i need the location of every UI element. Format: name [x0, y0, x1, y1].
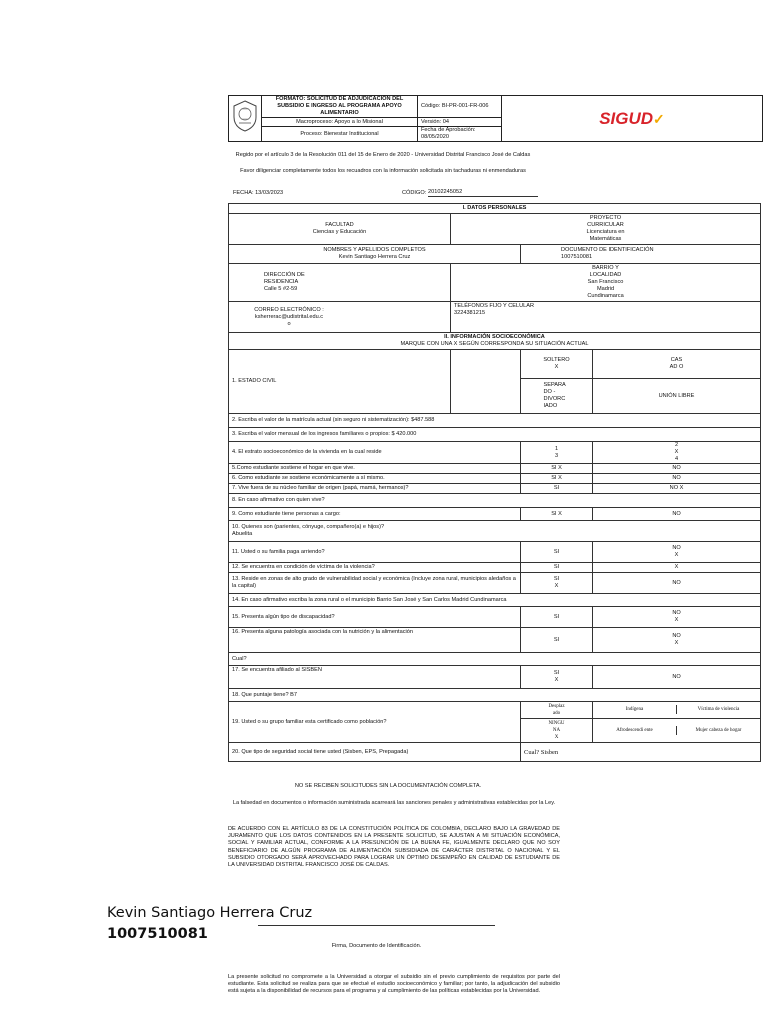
option-casado[interactable]: [593, 350, 761, 379]
code-field-value: 20102245052: [428, 189, 538, 197]
option-soltero[interactable]: [521, 350, 593, 379]
casado-label: CAS AD O: [669, 357, 684, 370]
faculty-cell: [229, 214, 451, 245]
q16-no[interactable]: NO X: [593, 628, 761, 653]
sigud-logo-cell: [502, 96, 763, 142]
q12-label: 12. Se encuentra en condición de víctima de la violencia?: [229, 563, 521, 573]
q19-indigena[interactable]: Indígena: [593, 705, 677, 714]
q16-label: 16. Presenta alguna patología asociada con la nutrición y la alimentación: [229, 628, 521, 653]
version-label: Versión: 04: [418, 118, 502, 127]
q5-label: 5.Como estudiante sostiene el hogar en que vive.: [229, 464, 521, 474]
estrato-1: 1: [554, 445, 559, 452]
option-union-libre[interactable]: [593, 379, 761, 414]
estrato-mark: X: [674, 449, 679, 455]
q10-answer: Abuelita: [232, 531, 253, 537]
q12-si[interactable]: SI: [521, 563, 593, 573]
code-label: Código: BI-PR-001-FR-006: [418, 96, 502, 118]
estrato-right-cell[interactable]: [593, 442, 761, 464]
neighborhood-value-3: Cundinamarca: [587, 293, 624, 299]
signature-document: 1007510081: [107, 926, 208, 942]
email-value: ksherrerac@udistrital.edu.co: [254, 313, 324, 327]
q7-si[interactable]: SI: [521, 484, 593, 494]
q19-victima[interactable]: Víctima de violencia: [697, 707, 740, 713]
q10-cell: [229, 521, 761, 542]
q5-no[interactable]: NO: [593, 464, 761, 474]
q13-no[interactable]: NO: [593, 573, 761, 594]
document-label: DOCUMENTO DE IDENTIFICACIÓN: [561, 247, 654, 253]
signature-line: [258, 925, 495, 926]
form-header: [228, 95, 763, 142]
q10-label: 10. Quienes son (parientes, cónyuge, compañero(a) e hijos)?: [232, 524, 385, 530]
q14-label: 14. En caso afirmativo escriba la zona rural o el municipio Barrio San José y San Carlos Madrid Cundinamarca: [229, 594, 761, 607]
disclaimer-text: La presente solicitud no compromete a la Universidad a otorgar el subsidio sin el previo cumplimiento de requisitos por parte del estudiante. Esta solicitud se realiza para que se efectué el estudio socioeconómico y familiar; por tanto, la adjudicación del subsidio está sujeta a la disponibilidad de recursos para el programa y al cumplimiento de las políticas establecidas por la Universidad.: [228, 974, 560, 995]
q11-label: 11. Usted o su familia paga arriendo?: [229, 542, 521, 563]
no-reciben-text: NO SE RECIBEN SOLICITUDES SIN LA DOCUMENTACIÓN COMPLETA.: [294, 783, 482, 789]
personal-data-title: I. DATOS PERSONALES: [229, 204, 761, 214]
q17-si[interactable]: SI X: [521, 666, 593, 689]
email-label: CORREO ELECTRÓNICO :: [254, 306, 324, 313]
address-cell: [229, 264, 451, 302]
q6-si[interactable]: SI X: [521, 474, 593, 484]
q19-desplazado-ninguna[interactable]: Desplaz ado: [521, 702, 593, 719]
application-form-table: [228, 203, 761, 762]
signature-name: Kevin Santiago Herrera Cruz: [107, 905, 313, 921]
checkmark-icon: ✓: [653, 110, 665, 127]
declaration-text: DE ACUERDO CON EL ARTÍCULO 83 DE LA CONSTITUCIÓN POLÍTICA DE COLOMBIA, DECLARO BAJO LA GRAVEDAD DE JURAMENTO QUE LOS DATOS CONTENIDOS EN LA PRESENTE SOLICITUD, SE AJUSTAN A MI SITUACIÓN ECONÓMICA, SOCIAL Y FAMILIAR ACTUAL, CONFORME A LA PRESUNCIÓN DE LA BUENA FE, IGUALMENTE DECLARO QUE NO SOY BENEFICIARIO DE ALGÚN PROGRAMA DE ALIMENTACIÓN SUBSIDIADA DE CARÁCTER DISTRITAL O NACIONAL Y EL SUBSIDIO OTORGADO SERÁ APROVECHADO PARA LOGRAR UN ÓPTIMO DESEMPEÑO EN CALIDAD DE ESTUDIANTE DE LA UNIVERSIDAD DISTRITAL FRANCISCO JOSÉ DE CALDAS.: [228, 826, 560, 869]
university-seal-icon: [230, 99, 260, 133]
q11-si[interactable]: SI: [521, 542, 593, 563]
falsedad-text: La falsedad en documentos o información suministrada acarreará las sanciones penales y administrativas establecidas por la Ley.: [232, 800, 556, 806]
socio-title-cell: [229, 333, 761, 350]
soltero-mark: X: [554, 364, 559, 370]
q13-si[interactable]: SI X: [521, 573, 593, 594]
date-field: FECHA: 13/03/2023: [233, 190, 284, 196]
soltero-label: SOLTERO: [543, 357, 570, 363]
q6-label: 6. Como estudiante se sostiene económicamente a sí mismo.: [229, 474, 521, 484]
q8-label: 8. En caso afirmativo con quien vive?: [229, 494, 761, 508]
signature-caption: Firma, Documento de Identificación.: [331, 943, 422, 949]
names-label: NOMBRES Y APELLIDOS COMPLETOS: [323, 247, 426, 253]
q13-label: 13. Reside en zonas de alto grado de vulnerabilidad social y económica (Incluye zona rural, municipios aledaños a la capital): [229, 573, 521, 594]
faculty-value: Ciencias y Educación: [312, 229, 367, 235]
macroproceso: Macroproceso: Apoyo a lo Misional: [262, 118, 418, 127]
q5-si[interactable]: SI X: [521, 464, 593, 474]
q20-label: 20. Que tipo de seguridad social tiene usted (Sisben, EPS, Prepagada): [229, 743, 521, 762]
estrato-2: 2: [674, 442, 679, 448]
instructions-text: Favor diligenciar completamente todos los recuadros con la información solicitada sin tachaduras ni enmendaduras: [240, 168, 526, 174]
q19-group-bottom: [593, 718, 761, 742]
neighborhood-value-2: Madrid: [596, 286, 615, 292]
q16-cual: Cual?: [229, 653, 761, 666]
q1-label: 1. ESTADO CIVIL: [229, 350, 451, 414]
sigud-logo: SIGUD: [599, 108, 654, 128]
q12-no[interactable]: X: [593, 563, 761, 573]
q15-si[interactable]: SI: [521, 607, 593, 628]
names-cell: [229, 245, 521, 264]
format-title: FORMATO: SOLICITUD DE ADJUDICACIÓN DEL SUBSIDIO E INGRESO AL PROGRAMA APOYO ALIMENTARIO: [262, 96, 418, 118]
neighborhood-cell: [451, 264, 761, 302]
q11-no[interactable]: NO X: [593, 542, 761, 563]
proceso: Proceso: Bienestar Institucional: [262, 127, 418, 142]
q15-no[interactable]: NO X: [593, 607, 761, 628]
q19-ninguna[interactable]: NINGU NA X: [521, 718, 593, 742]
project-cell: [451, 214, 761, 245]
q7-no[interactable]: NO X: [593, 484, 761, 494]
estrato-left-cell[interactable]: [521, 442, 593, 464]
q17-label: 17. Se encuentra afiliado al SISBEN: [229, 666, 521, 689]
separado-label: SEPARA DO - DIVORC IADO: [543, 382, 566, 409]
approval-date: Fecha de Aprobación: 08/05/2020: [418, 127, 502, 142]
q20-answer: Cual? Sisben: [521, 743, 761, 762]
q9-no[interactable]: NO: [593, 508, 761, 521]
q18-label: 18. Que puntaje tiene? B7: [229, 689, 761, 702]
address-value: Calle 5 #2-59: [264, 286, 298, 292]
names-value: Kevin Santiago Herrera Cruz: [338, 254, 411, 260]
union-libre-label: UNIÓN LIBRE: [658, 392, 695, 399]
q16-si[interactable]: SI: [521, 628, 593, 653]
document-value: 1007510081: [561, 254, 593, 260]
socio-section-subtitle: MARQUE CON UNA X SEGÚN CORRESPONDA SU SITUACIÓN ACTUAL: [400, 341, 589, 347]
phone-cell: [451, 302, 761, 333]
university-seal-cell: [229, 96, 262, 142]
q9-si[interactable]: SI X: [521, 508, 593, 521]
code-field-label: CÓDIGO:: [402, 190, 427, 196]
q17-no[interactable]: NO: [593, 666, 761, 689]
address-label: DIRECCIÓN DE RESIDENCIA: [264, 272, 305, 285]
q3-label: 3. Escriba el valor mensual de los ingresos familiares o propios: $ 420.000: [229, 428, 761, 442]
document-cell: [521, 245, 761, 264]
q7-label: 7. Vive fuera de su núcleo familiar de origen (papá, mamá, hermanos)?: [229, 484, 521, 494]
q4-label: 4. El estrato socioeconómico de la vivienda en la cual reside: [229, 442, 521, 464]
estrato-4: 4: [674, 456, 679, 462]
neighborhood-value-1: San Francisco: [587, 279, 624, 285]
q6-no[interactable]: NO: [593, 474, 761, 484]
socio-section-title: II. INFORMACIÓN SOCIOECONÓMICA: [444, 334, 545, 340]
project-label: PROYECTO CURRICULAR: [587, 215, 624, 228]
phone-label: TELÉFONOS FIJO Y CELULAR: [454, 303, 534, 309]
estrato-3: 3: [554, 452, 559, 459]
phone-value: 3224381215: [454, 310, 486, 316]
q19-group-top: [593, 702, 761, 719]
project-value: Licenciatura en Matemáticas: [586, 229, 625, 242]
q19-afro[interactable]: Afrodescendi ente: [593, 726, 677, 735]
faculty-label: FACULTAD: [325, 222, 354, 228]
q19-label: 19. Usted o su grupo familiar esta certificado como población?: [229, 702, 521, 743]
q2-label: 2. Escriba el valor de la matrícula actual (sin seguro ni sistematización): $487.588: [229, 414, 761, 428]
q19-mujer[interactable]: Mujer cabeza de hogar: [695, 727, 742, 733]
q9-label: 9. Como estudiante tiene personas a cargo:: [229, 508, 521, 521]
q15-label: 15. Presenta algún tipo de discapacidad?: [229, 607, 521, 628]
regulation-text: Regido por el artículo 3 de la Resolución 011 del 15 de Enero de 2020 - Universidad Distrital Francisco José de Caldas: [235, 152, 531, 158]
email-cell: [229, 302, 451, 333]
option-separado[interactable]: [521, 379, 593, 414]
neighborhood-label: BARRIO Y LOCALIDAD: [589, 265, 622, 278]
